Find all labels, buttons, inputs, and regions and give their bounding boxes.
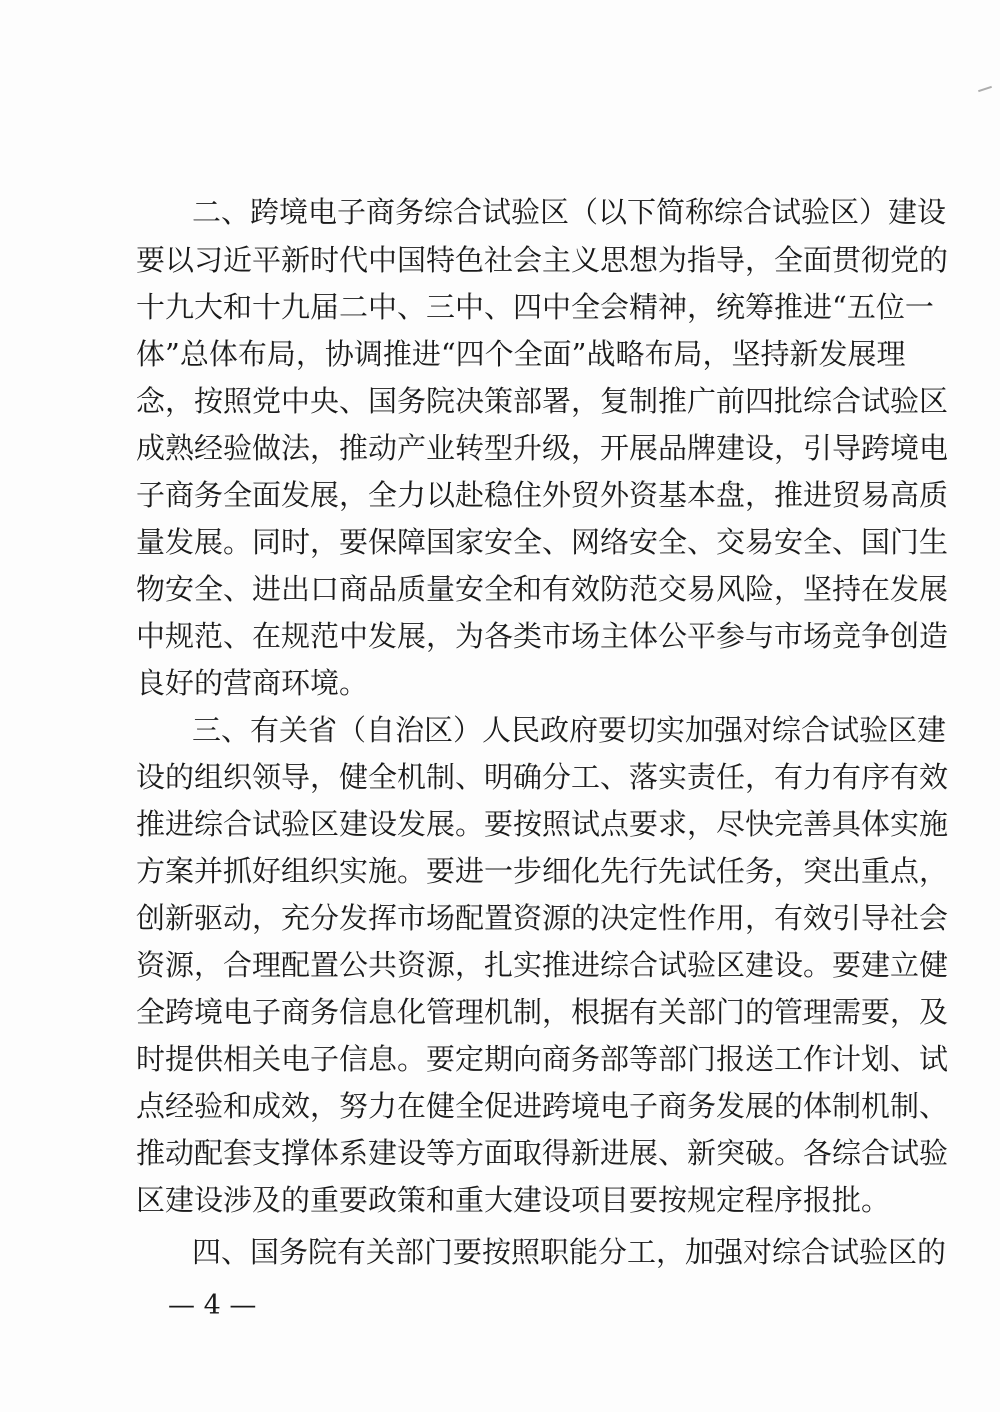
paragraph-3-line-9: 点经验和成效，努力在健全促进跨境电子商务发展的体制机制、 bbox=[136, 1089, 949, 1123]
paragraph-3-line-4: 方案并抓好组织实施。要进一步细化先行先试任务，突出重点， bbox=[136, 854, 949, 888]
scan-artifact bbox=[978, 86, 992, 92]
paragraph-2-line-1: 二、跨境电子商务综合试验区（以下简称综合试验区）建设 bbox=[192, 195, 947, 229]
page-number: — 4 — bbox=[168, 1290, 257, 1321]
paragraph-2-line-4: 体”总体布局，协调推进“四个全面”战略布局，坚持新发展理 bbox=[136, 337, 906, 371]
paragraph-3-line-7: 全跨境电子商务信息化管理机制，根据有关部门的管理需要，及 bbox=[136, 995, 949, 1029]
paragraph-4-line-1: 四、国务院有关部门要按照职能分工，加强对综合试验区的 bbox=[192, 1235, 947, 1269]
paragraph-3-line-10: 推动配套支撑体系建设等方面取得新进展、新突破。各综合试验 bbox=[136, 1136, 949, 1170]
paragraph-2-line-10: 中规范、在规范中发展，为各类市场主体公平参与市场竞争创造 bbox=[136, 619, 949, 653]
paragraph-2-line-3: 十九大和十九届二中、三中、四中全会精神，统筹推进“五位一 bbox=[136, 290, 934, 324]
paragraph-2-line-5: 念，按照党中央、国务院决策部署，复制推广前四批综合试验区 bbox=[136, 384, 949, 418]
paragraph-2-line-2: 要以习近平新时代中国特色社会主义思想为指导，全面贯彻党的 bbox=[136, 243, 949, 277]
paragraph-3-line-5: 创新驱动，充分发挥市场配置资源的决定性作用，有效引导社会 bbox=[136, 901, 949, 935]
paragraph-2-line-9: 物安全、进出口商品质量安全和有效防范交易风险，坚持在发展 bbox=[136, 572, 949, 606]
paragraph-3-line-2: 设的组织领导，健全机制、明确分工、落实责任，有力有序有效 bbox=[136, 760, 949, 794]
paragraph-3-line-8: 时提供相关电子信息。要定期向商务部等部门报送工作计划、试 bbox=[136, 1042, 949, 1076]
paragraph-3-line-3: 推进综合试验区建设发展。要按照试点要求，尽快完善具体实施 bbox=[136, 807, 949, 841]
paragraph-2-line-7: 子商务全面发展，全力以赴稳住外贸外资基本盘，推进贸易高质 bbox=[136, 478, 949, 512]
paragraph-3-line-1: 三、有关省（自治区）人民政府要切实加强对综合试验区建 bbox=[192, 713, 947, 747]
paragraph-3-line-11: 区建设涉及的重要政策和重大建设项目要按规定程序报批。 bbox=[136, 1183, 891, 1217]
paragraph-2-line-11: 良好的营商环境。 bbox=[136, 666, 369, 700]
paragraph-2-line-6: 成熟经验做法，推动产业转型升级，开展品牌建设，引导跨境电 bbox=[136, 431, 949, 465]
paragraph-3-line-6: 资源，合理配置公共资源，扎实推进综合试验区建设。要建立健 bbox=[136, 948, 949, 982]
paragraph-2-line-8: 量发展。同时，要保障国家安全、网络安全、交易安全、国门生 bbox=[136, 525, 949, 559]
